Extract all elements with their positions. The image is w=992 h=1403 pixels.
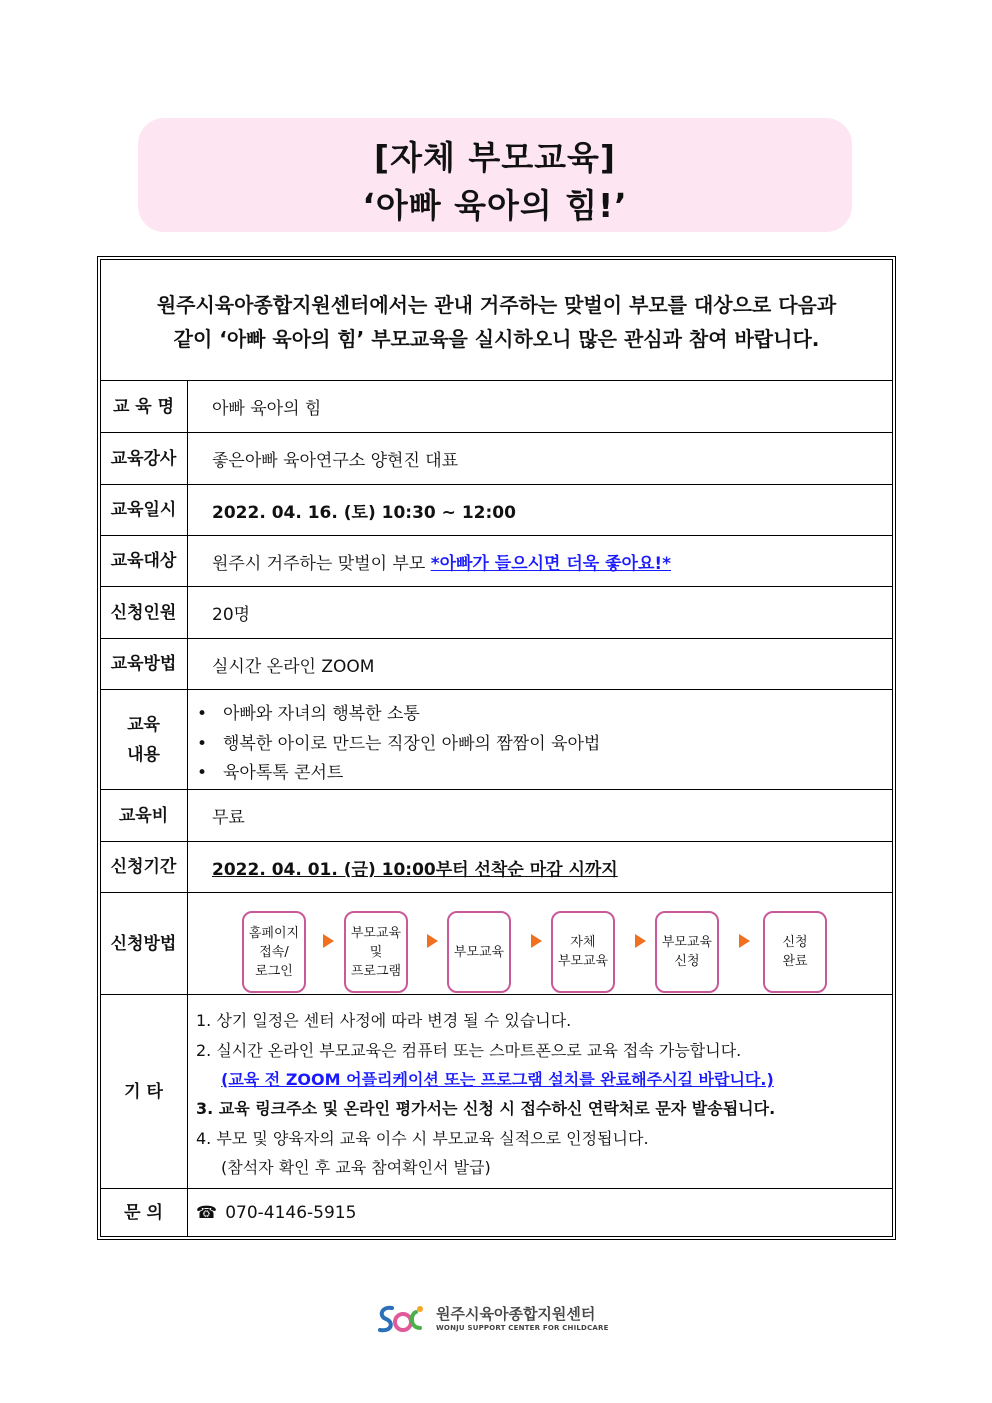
row-name-label: 교 육 명 (100, 381, 188, 432)
row-method (100, 639, 893, 690)
content-item: • 육아톡톡 콘서트 (197, 763, 344, 783)
row-method-value: 실시간 온라인 ZOOM (212, 656, 375, 677)
intro-line1: 원주시육아종합지원센터에서는 관내 거주하는 맞벌이 부모를 대상으로 다음과 (156, 293, 837, 317)
footer-org-sub: WONJU SUPPORT CENTER FOR CHILDCARE (436, 1324, 609, 1332)
footer-org-name: 원주시육아종합지원센터 (436, 1305, 596, 1323)
row-contact (100, 1189, 893, 1237)
row-fee (100, 790, 893, 842)
title-line2: ‘아빠 육아의 힘!’ (362, 186, 628, 225)
etc-line-4: 3. 교육 링크주소 및 온라인 평가서는 신청 시 접수하신 연락처로 문자 발송됩니다. (196, 1099, 776, 1118)
row-period-value: 2022. 04. 01. (금) 10:00부터 선착순 마감 시까지 (212, 859, 618, 880)
content-item: • 아빠와 자녀의 행복한 소통 (197, 704, 420, 724)
row-capacity-label: 신청인원 (100, 587, 188, 638)
apply-step-4: 자체 부모교육 (551, 911, 615, 993)
etc-line-2: 2. 실시간 온라인 부모교육은 컴퓨터 또는 스마트폰으로 교육 접속 가능합니다. (196, 1041, 742, 1060)
row-datetime-label: 교육일시 (100, 485, 188, 535)
etc-line-5: 4. 부모 및 양육자의 교육 이수 시 부모교육 실적으로 인정됩니다. (196, 1129, 649, 1148)
row-content-label-2: 내용 (127, 744, 160, 765)
apply-step-1: 홈페이지 접속/ 로그인 (242, 911, 306, 993)
apply-step-5: 부모교육 신청 (655, 911, 719, 993)
apply-step-2: 부모교육 및 프로그램 (344, 911, 408, 993)
row-datetime-value: 2022. 04. 16. (토) 10:30 ~ 12:00 (212, 502, 516, 523)
row-contact-value (196, 1189, 356, 1237)
row-fee-label: 교육비 (100, 790, 188, 841)
row-content-label-1: 교육 (127, 714, 160, 735)
row-method-label: 교육방법 (100, 639, 188, 689)
title-line1: [자체 부모교육] (374, 138, 616, 177)
row-target (100, 536, 893, 587)
phone-number: 070-4146-5915 (225, 1203, 357, 1223)
title-banner (138, 118, 852, 232)
row-target-value (212, 536, 671, 586)
step-arrow-icon (739, 934, 750, 948)
org-logo-icon (376, 1302, 430, 1336)
content-item: • 행복한 아이로 만드는 직장인 아빠의 짬짬이 육아법 (197, 734, 601, 754)
row-period-label: 신청기간 (100, 842, 188, 892)
apply-step-6: 신청 완료 (763, 911, 827, 993)
row-capacity-value: 20명 (212, 605, 251, 625)
etc-line-3-link[interactable]: (교육 전 ZOOM 어플리케이션 또는 프로그램 설치를 완료해주시길 바랍니다.) (221, 1070, 774, 1089)
target-note-link[interactable]: *아빠가 들으시면 더욱 좋아요!* (430, 553, 672, 574)
row-content (100, 690, 893, 790)
row-etc-label: 기 타 (100, 995, 188, 1188)
row-datetime (100, 485, 893, 536)
row-target-text: 원주시 거주하는 맞벌이 부모 (212, 553, 431, 574)
footer-logo (376, 1300, 616, 1340)
row-content-label (100, 690, 188, 789)
row-target-label: 교육대상 (100, 536, 188, 586)
row-lecturer (100, 433, 893, 485)
phone-icon: ☎ (196, 1203, 218, 1223)
row-fee-value: 무료 (212, 808, 245, 828)
row-apply-label: 신청방법 (100, 893, 188, 994)
apply-step-3: 부모교육 (447, 911, 511, 993)
intro-line2: 같이 ‘아빠 육아의 힘’ 부모교육을 실시하오니 많은 관심과 참여 바랍니다. (173, 327, 820, 351)
step-arrow-icon (323, 934, 334, 948)
row-lecturer-label: 교육강사 (100, 433, 188, 484)
step-arrow-icon (427, 934, 438, 948)
step-arrow-icon (531, 934, 542, 948)
row-name-value: 아빠 육아의 힘 (212, 399, 322, 419)
etc-line-1: 1. 상기 일정은 센터 사정에 따라 변경 될 수 있습니다. (196, 1011, 572, 1030)
intro-text (100, 259, 893, 381)
row-lecturer-value: 좋은아빠 육아연구소 양현진 대표 (212, 451, 459, 471)
row-period (100, 842, 893, 893)
row-name (100, 381, 893, 433)
step-arrow-icon (635, 934, 646, 948)
etc-line-6: (참석자 확인 후 교육 참여확인서 발급) (221, 1158, 491, 1177)
row-capacity (100, 587, 893, 639)
row-contact-label: 문 의 (100, 1189, 188, 1237)
